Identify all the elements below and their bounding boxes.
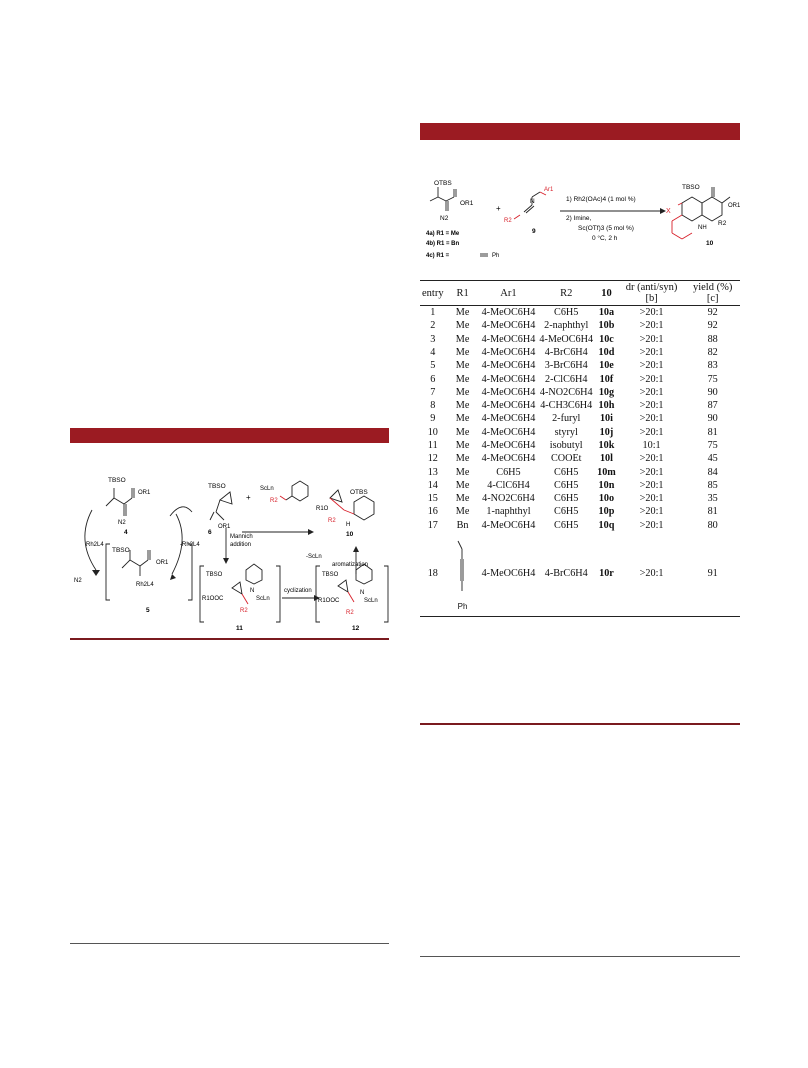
cell-entry: 7 (430, 386, 436, 398)
table-row (420, 386, 740, 399)
c11-label: 11 (236, 625, 243, 632)
cell-ar1: 4-MeOC6H4 (481, 360, 536, 372)
cell-product: 10j (599, 426, 614, 438)
cell-ar1: 4-MeOC6H4 (481, 307, 536, 319)
cell-yield: 75 (707, 373, 718, 385)
cell-r2: isobutyl (549, 440, 583, 451)
cell-yield: 90 (707, 413, 718, 425)
cell-r2: C6H5 (554, 493, 579, 505)
cell-dr: >20:1 (639, 386, 664, 398)
c12-scln: ScLn (364, 598, 378, 604)
cell-r2: C6H5 (554, 479, 579, 491)
c5-rh: Rh2L4 (136, 582, 154, 588)
table-row (420, 426, 740, 439)
cell-dr: >20:1 (639, 413, 664, 425)
cell-dr: >20:1 (639, 426, 664, 438)
cell-ar1: 4-MeOC6H4 (481, 400, 536, 412)
cell-entry: 1 (430, 307, 436, 319)
compound-4c-ph: Ph (492, 253, 500, 259)
cell-ar1: 4-NO2C6H4 (482, 493, 535, 505)
scheme-header-bar (70, 428, 389, 443)
cell-yield: 87 (707, 400, 718, 412)
col-entry: entry (420, 281, 446, 306)
cell-entry: 12 (427, 453, 438, 465)
cell-dr: >20:1 (639, 333, 664, 345)
cell-entry: 6 (430, 373, 436, 385)
cell-entry: 3 (430, 333, 436, 345)
product-r2-label: R2 (718, 220, 727, 227)
col-r2: R2 (537, 281, 595, 306)
c6-label: 6 (208, 529, 212, 536)
reaction-scheme (420, 175, 740, 265)
cell-yield: 75 (707, 440, 718, 451)
table-header-row (420, 281, 740, 306)
table-row (420, 466, 740, 479)
col-ar1: Ar1 (480, 281, 538, 306)
cell-ar1: 4-MeOC6H4 (481, 519, 536, 531)
rh2l4-left: Rh2L4 (86, 542, 104, 548)
cell-yield: 82 (707, 346, 718, 358)
cell-product: 10m (597, 466, 616, 478)
cell-product: 10o (598, 493, 615, 505)
c5-or1: OR1 (156, 560, 169, 566)
cell-ar1: 4-MeOC6H4 (481, 333, 536, 345)
cell-r2: 3-BrC6H4 (544, 360, 588, 372)
condition-3: Sc(OTf)3 (5 mol %) (578, 225, 634, 232)
cell-r1: Me (455, 320, 470, 332)
n2-released: N2 (74, 578, 82, 584)
col-yield: yield (%)[c] (685, 281, 740, 306)
cell-r1: Me (455, 360, 470, 372)
c12-n: N (360, 590, 365, 596)
cell-dr: >20:1 (639, 346, 664, 358)
cell-r1: Me (455, 373, 470, 385)
cell-ar1: C6H5 (496, 466, 521, 478)
start-otbs-label: OTBS (434, 180, 452, 187)
c12-r1ooc: R1OOC (318, 598, 340, 604)
cell-yield: 81 (707, 506, 718, 518)
cell-product: 10e (599, 360, 614, 372)
imine-n-label: N (530, 198, 535, 205)
imine-scln: ScLn (260, 486, 274, 492)
cell-r1: Me (455, 400, 470, 412)
cell-product: 10i (599, 413, 613, 425)
cell-dr: >20:1 (639, 400, 664, 412)
c10-r1o: R1O (316, 506, 329, 512)
cell-product: 10q (598, 519, 615, 531)
cell-dr: >20:1 (639, 373, 664, 385)
cell-r1: Me (455, 307, 470, 319)
right-footer-rule (420, 956, 740, 957)
cell-dr: >20:1 (618, 532, 686, 617)
product-or1-label: OR1 (728, 203, 740, 209)
product-x-label: X (666, 208, 671, 215)
cell-entry: 17 (427, 519, 438, 531)
cell-r1: Me (455, 506, 470, 518)
cell-yield: 83 (707, 360, 718, 372)
cell-r1: Me (455, 493, 470, 505)
cell-ar1: 4-MeOC6H4 (481, 346, 536, 358)
cell-product: 10c (599, 333, 614, 345)
col-product: 10 (595, 281, 618, 306)
c11-scln: ScLn (256, 596, 270, 602)
cell-yield: 35 (707, 493, 718, 505)
table-row (420, 359, 740, 372)
c12-label: 12 (352, 625, 360, 632)
cell-entry: 16 (427, 506, 438, 518)
table-row (420, 439, 740, 452)
cell-entry: 14 (427, 479, 438, 491)
product-compound-label: 10 (706, 240, 714, 247)
cell-ar1: 1-naphthyl (486, 506, 531, 518)
c4-label: 4 (124, 529, 128, 536)
c6-tbso: TBSO (208, 483, 226, 490)
cell-r2: 2-ClC6H4 (545, 373, 588, 385)
mech-plus: + (246, 493, 251, 502)
start-n2-label: N2 (440, 215, 449, 222)
cell-r1: Me (455, 479, 470, 491)
mannich-label-2: addition (230, 542, 252, 548)
cell-product: 10h (598, 400, 615, 412)
cell-r2: 2-furyl (552, 413, 581, 425)
cell-dr: >20:1 (639, 466, 664, 478)
table-row (420, 399, 740, 412)
cell-entry: 8 (430, 400, 436, 412)
cyclization-label: cyclization (284, 588, 312, 594)
cell-ar1: 4-MeOC6H4 (481, 426, 536, 438)
cell-r1 (446, 532, 480, 617)
cell-ar1: 4-MeOC6H4 (481, 440, 536, 451)
cell-yield: 88 (707, 333, 718, 345)
table-row (420, 519, 740, 532)
cell-ar1: 4-MeOC6H4 (481, 453, 536, 465)
propargyl-substituent-drawing (448, 537, 478, 607)
minus-scln-label: -ScLn (306, 554, 322, 560)
product-nh-label: NH (698, 225, 707, 231)
table-row (420, 505, 740, 518)
condition-1: 1) Rh2(OAc)4 (1 mol %) (566, 196, 636, 203)
mannich-label-1: Mannich (230, 534, 253, 540)
cell-dr: >20:1 (639, 519, 664, 531)
cell-r1: Me (455, 440, 470, 451)
cell-ar1: 4-MeOC6H4 (481, 386, 536, 398)
cell-r2: 4-BrC6H4 (544, 346, 588, 358)
table-row (420, 412, 740, 425)
c11-tbso: TBSO (206, 572, 223, 578)
cell-dr: >20:1 (639, 493, 664, 505)
cell-product: 10n (598, 479, 615, 491)
cell-r2: C6H5 (554, 519, 579, 531)
cell-dr: >20:1 (639, 453, 664, 465)
c4-n2: N2 (118, 520, 126, 526)
cell-product: 10k (598, 440, 615, 451)
cell-yield: 92 (707, 307, 718, 319)
c11-r2: R2 (240, 608, 248, 614)
cell-r2: 4-CH3C6H4 (540, 400, 593, 412)
cell-yield: 45 (707, 453, 718, 465)
c4-or1: OR1 (138, 490, 151, 496)
table-header-bar (420, 123, 740, 140)
cell-r2: C6H5 (554, 506, 579, 518)
cell-entry: 11 (427, 440, 438, 451)
cell-r2: styryl (554, 426, 578, 438)
cell-yield: 85 (707, 479, 718, 491)
table-row (420, 479, 740, 492)
cell-yield: 90 (707, 386, 718, 398)
cell-dr: >20:1 (639, 506, 664, 518)
cell-product: 10g (598, 386, 615, 398)
table-row (420, 492, 740, 505)
table-row (420, 319, 740, 332)
cell-dr: >20:1 (639, 479, 664, 491)
entry18-ph-label: Ph (457, 602, 468, 612)
cell-r1: Me (455, 413, 470, 425)
product-tbso-label: TBSO (682, 184, 700, 191)
compound-4b-label: 4b) R1 = Bn (426, 241, 460, 247)
imine-r2-label: R2 (504, 218, 512, 224)
aromatization-label: aromatization (332, 562, 369, 568)
c4-tbso: TBSO (108, 477, 126, 484)
minus-rh2l4: -Rh2L4 (180, 542, 200, 548)
cell-r1: Me (455, 453, 470, 465)
cell-dr: >20:1 (639, 307, 664, 319)
col-r1: R1 (446, 281, 480, 306)
left-footer-rule (70, 943, 389, 944)
imine-ar-label: Ar1 (544, 187, 554, 193)
cell-product: 10b (598, 320, 615, 332)
cell-r1: Bn (456, 519, 469, 531)
condition-4: 0 °C, 2 h (592, 235, 618, 242)
cell-r1: Me (455, 386, 470, 398)
table-row (420, 532, 740, 617)
c10-label: 10 (346, 531, 354, 538)
c6-or1: OR1 (218, 524, 231, 530)
cell-dr: >20:1 (639, 320, 664, 332)
cell-r2: C6H5 (554, 466, 579, 478)
c10-h: H (346, 522, 351, 528)
start-ester-label: OR1 (460, 200, 474, 207)
cell-r2: 2-naphthyl (544, 320, 589, 332)
cell-ar1: 4-MeOC6H4 (481, 413, 536, 425)
cell-entry: 18 (420, 532, 446, 617)
c12-tbso: TBSO (322, 572, 339, 578)
scheme-bottom-rule (70, 638, 389, 640)
table-row (420, 306, 740, 320)
cell-yield: 91 (685, 532, 740, 617)
c5-label: 5 (146, 607, 150, 614)
cell-r2: 4-BrC6H4 (537, 532, 595, 617)
cell-yield: 92 (707, 320, 718, 332)
cell-dr: 10:1 (642, 440, 661, 451)
c11-n: N (250, 588, 255, 594)
cell-r2: 4-NO2C6H4 (539, 386, 593, 398)
cell-r2: C6H5 (554, 307, 579, 319)
cell-product: 10r (595, 532, 618, 617)
cell-ar1: 4-MeOC6H4 (481, 373, 536, 385)
c10-otbs: OTBS (350, 489, 368, 496)
cell-product: 10a (598, 307, 615, 319)
cell-ar1: 4-MeOC6H4 (480, 532, 538, 617)
mechanism-scheme (70, 470, 389, 635)
cell-r2: 4-MeOC6H4 (539, 333, 594, 345)
table-body (420, 306, 740, 617)
table-row (420, 346, 740, 359)
cell-entry: 2 (430, 320, 436, 332)
table-row (420, 373, 740, 386)
imine-r2: R2 (270, 498, 278, 504)
cell-entry: 4 (430, 346, 436, 358)
cell-yield: 84 (707, 466, 718, 478)
table-bottom-rule (420, 723, 740, 725)
c5-tbso: TBSO (112, 547, 130, 554)
cell-entry: 13 (427, 466, 438, 478)
imine-compound-label: 9 (532, 228, 536, 235)
cell-r1: Me (455, 333, 470, 345)
cell-entry: 9 (430, 413, 436, 425)
cell-entry: 5 (430, 360, 436, 372)
cell-product: 10l (599, 453, 613, 465)
results-table (420, 280, 740, 617)
cell-r1: Me (455, 426, 470, 438)
condition-2: 2) Imine, (566, 215, 592, 222)
cell-r1: Me (455, 466, 470, 478)
cell-entry: 10 (427, 426, 438, 438)
table-row (420, 333, 740, 346)
c11-r1ooc: R1OOC (202, 596, 224, 602)
cell-dr: >20:1 (639, 360, 664, 372)
cell-product: 10d (598, 346, 615, 358)
plus-sign: + (496, 204, 501, 213)
c12-r2: R2 (346, 610, 354, 616)
cell-product: 10f (599, 373, 614, 385)
c10-r2: R2 (328, 518, 336, 524)
cell-entry: 15 (427, 493, 438, 505)
cell-ar1: 4-ClC6H4 (487, 479, 530, 491)
cell-product: 10p (598, 506, 615, 518)
compound-4c-label: 4c) R1 = (426, 253, 450, 259)
cell-ar1: 4-MeOC6H4 (481, 320, 536, 332)
compound-4a-label: 4a) R1 = Me (426, 231, 460, 237)
cell-r2: COOEt (550, 453, 582, 465)
table-row (420, 452, 740, 465)
cell-yield: 81 (707, 426, 718, 438)
cell-r1: Me (455, 346, 470, 358)
cell-yield: 80 (707, 519, 718, 531)
col-dr: dr (anti/syn)[b] (618, 281, 686, 306)
